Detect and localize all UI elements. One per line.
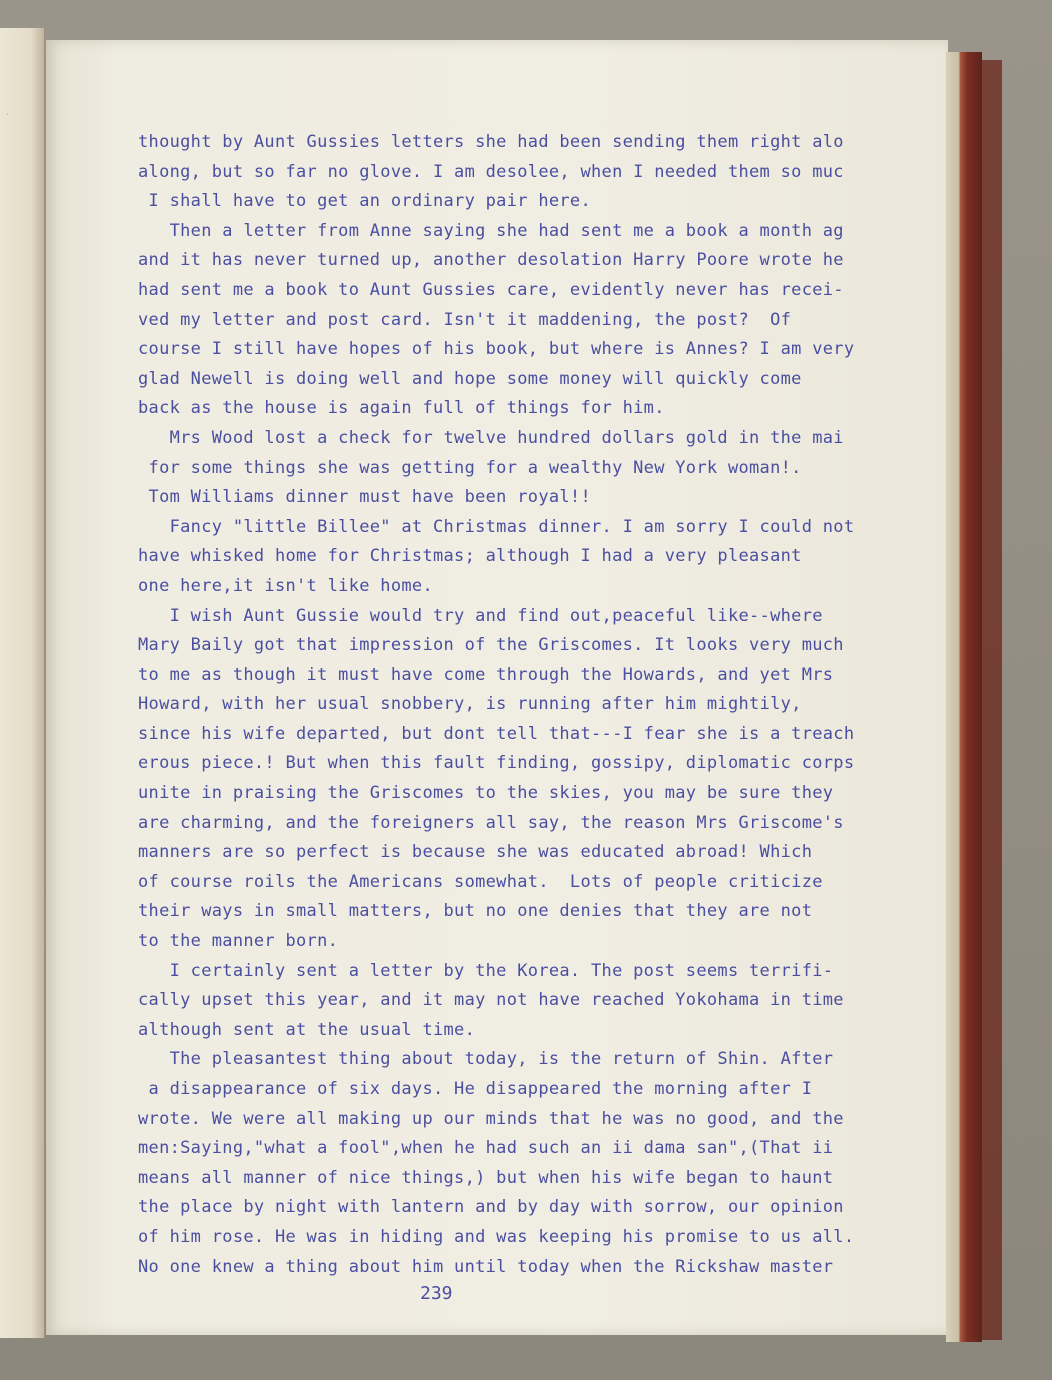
text-line: are charming, and the foreigners all say, the reason Mrs Griscome's (138, 812, 844, 833)
text-line: have whisked home for Christmas; although I had a very pleasant (138, 546, 802, 567)
text-line: I wish Aunt Gussie would try and find out,peaceful like--where (138, 605, 823, 626)
text-line: back as the house is again full of things for him. (138, 398, 665, 419)
text-line: I certainly sent a letter by the Korea. The post seems terrifi- (138, 960, 834, 981)
text-line: The pleasantest thing about today, is the return of Shin. After (138, 1049, 834, 1070)
text-line: since his wife departed, but dont tell that---I fear she is a treach (138, 723, 855, 744)
text-line: Fancy "little Billee" at Christmas dinner. I am sorry I could not (138, 516, 855, 537)
text-line: wrote. We were all making up our minds that he was no good, and the (138, 1108, 844, 1129)
text-line: glad Newell is doing well and hope some money will quickly come (138, 368, 802, 389)
text-line: Howard, with her usual snobbery, is running after him mightily, (138, 694, 802, 715)
text-line: men:Saying,"what a fool",when he had such an ii dama san",(That ii (138, 1138, 834, 1159)
text-line: for some things she was getting for a wealthy New York woman!. (138, 457, 802, 478)
text-line: a disappearance of six days. He disappeared the morning after I (138, 1079, 813, 1099)
text-line: cally upset this year, and it may not have reached Yokohama in time (138, 990, 844, 1011)
text-line: although sent at the usual time. (138, 1019, 476, 1040)
text-line: unite in praising the Griscomes to the skies, you may be sure they (138, 783, 834, 804)
book-binding (946, 52, 982, 1342)
text-line: means all manner of nice things,) but when his wife began to haunt (138, 1167, 834, 1188)
typescript-body (138, 128, 946, 1282)
text-line: manners are so perfect is because she was educated abroad! Which (138, 842, 813, 863)
text-line: to the manner born. (138, 931, 339, 952)
text-line: Mrs Wood lost a check for twelve hundred dollars gold in the mai (138, 427, 844, 448)
text-line: to me as though it must have come through the Howards, and yet Mrs (138, 664, 834, 685)
text-line: Then a letter from Anne saying she had sent me a book a month ag (138, 220, 844, 241)
text-line: of course roils the Americans somewhat. Lots of people criticize (138, 871, 823, 892)
text-line: erous piece.! But when this fault finding, gossipy, diplomatic corps (138, 753, 855, 774)
text-line: and it has never turned up, another desolation Harry Poore wrote he (138, 250, 844, 271)
page-number: 239 (420, 1283, 453, 1304)
binding-edge (982, 60, 1002, 1340)
text-line: their ways in small matters, but no one denies that they are not (138, 901, 813, 922)
text-line: Mary Baily got that impression of the Griscomes. It looks very much (138, 635, 844, 656)
text-line: Tom Williams dinner must have been royal!! (138, 487, 591, 508)
facing-page-bleed: · (4, 108, 11, 121)
text-line: thought by Aunt Gussies letters she had been sending them right alo (138, 132, 844, 152)
text-line: of him rose. He was in hiding and was keeping his promise to us all. (138, 1226, 855, 1247)
text-line: course I still have hopes of his book, but where is Annes? I am very (138, 339, 855, 360)
text-line: I shall have to get an ordinary pair here. (138, 191, 591, 212)
text-line: the place by night with lantern and by day with sorrow, our opinion (138, 1197, 844, 1218)
text-line: had sent me a book to Aunt Gussies care, evidently never has recei- (138, 279, 844, 300)
text-line: ved my letter and post card. Isn't it maddening, the post? Of (138, 309, 792, 330)
text-line: along, but so far no glove. I am desolee, when I needed them so muc (138, 161, 844, 182)
facing-page-edge (0, 28, 45, 1338)
text-line: No one knew a thing about him until today when the Rickshaw master (138, 1256, 834, 1277)
text-line: one here,it isn't like home. (138, 575, 433, 596)
